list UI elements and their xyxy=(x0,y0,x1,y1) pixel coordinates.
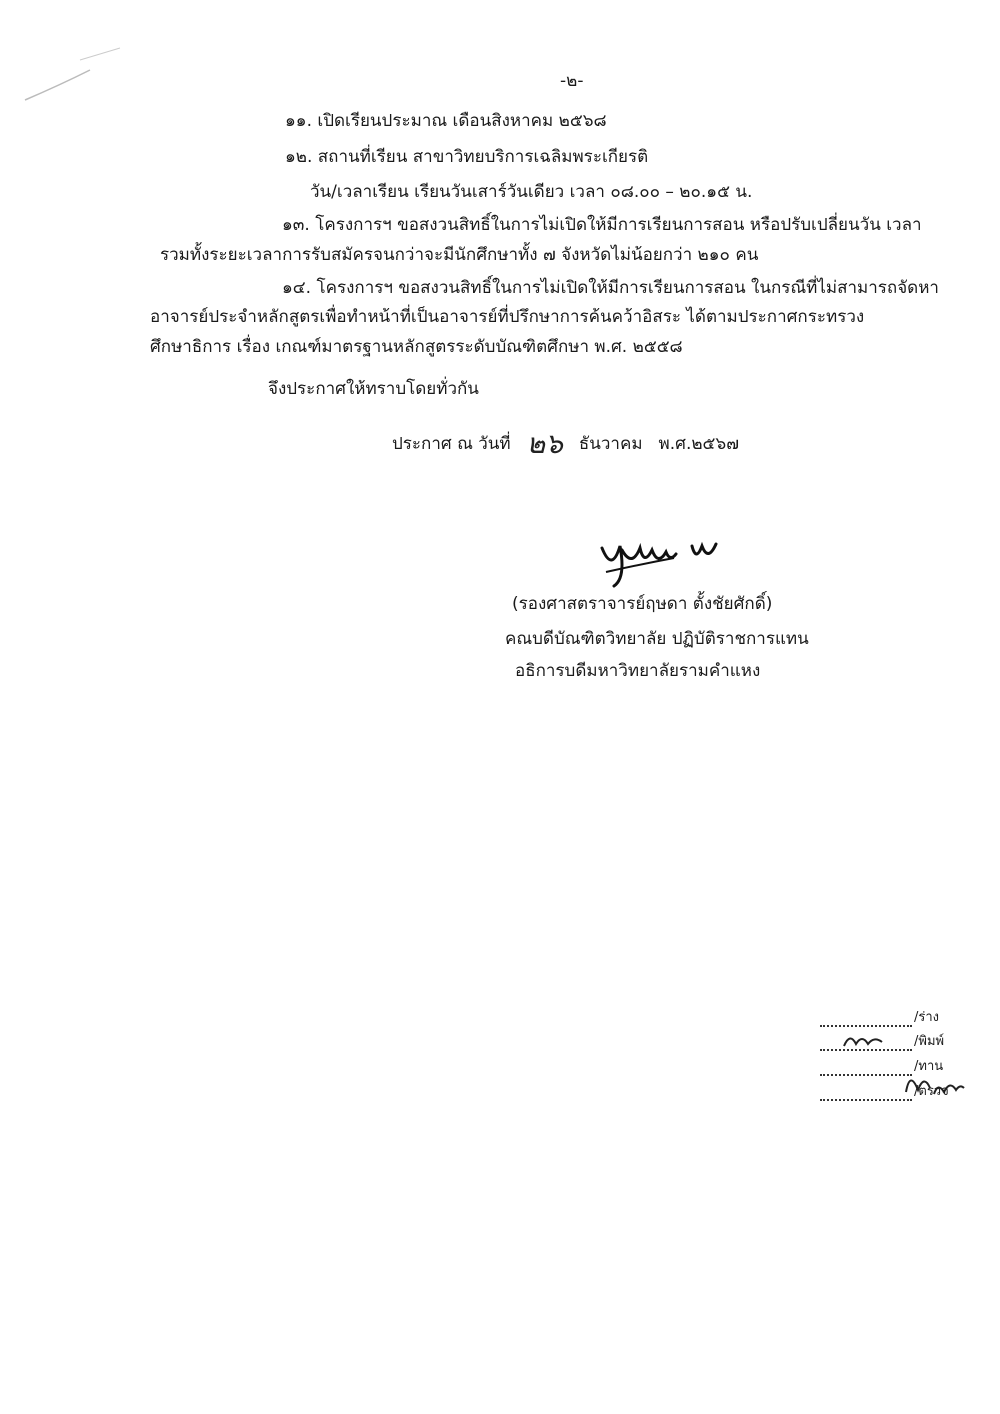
stamp-checked-row xyxy=(820,1080,949,1101)
closing-statement: จึงประกาศให้ทราบโดยทั่วกัน xyxy=(268,379,479,399)
handwritten-signature xyxy=(592,528,732,588)
stamp-draft-label: /ร่าง xyxy=(914,1010,940,1025)
stamp-typed-label: /พิมพ์ xyxy=(914,1034,945,1049)
stamp-reviewed-label: /ทาน xyxy=(914,1059,944,1074)
stamp-checked-label: /ตรวจ xyxy=(914,1084,949,1099)
signer-title-line2: อธิการบดีมหาวิทยาลัยรามคำแหง xyxy=(515,661,761,681)
stamp-reviewed-row xyxy=(820,1055,943,1076)
item-14-line3: ศึกษาธิการ เรื่อง เกณฑ์มาตรฐานหลักสูตรระดับบัณฑิตศึกษา พ.ศ. ๒๕๕๘ xyxy=(150,337,683,357)
item-12-schedule: วัน/เวลาเรียน เรียนวันเสาร์วันเดียว เวลา ๐๘.๐๐ – ๒๐.๑๕ น. xyxy=(310,182,753,202)
signer-title-line1: คณบดีบัณฑิตวิทยาลัย ปฏิบัติราชการแทน xyxy=(505,629,809,649)
date-year: พ.ศ.๒๕๖๗ xyxy=(658,434,739,454)
item-13-line2: รวมทั้งระยะเวลาการรับสมัครจนกว่าจะมีนักศึกษาทั้ง ๗ จังหวัดไม่น้อยกว่า ๒๑๐ คน xyxy=(160,245,759,265)
stamp-draft-row xyxy=(820,1006,939,1027)
stamp-dots xyxy=(820,1089,912,1101)
item-14-line1: ๑๔. โครงการฯ ขอสงวนสิทธิ์ในการไม่เปิดให้มีการเรียนการสอน ในกรณีที่ไม่สามารถจัดหา xyxy=(282,278,939,298)
date-day: ๒๖ xyxy=(526,427,563,460)
date-prefix: ประกาศ ณ วันที่ xyxy=(392,434,511,454)
item-12: ๑๒. สถานที่เรียน สาขาวิทยบริการเฉลิมพระเกียรติ xyxy=(285,147,649,167)
scan-artifact-mark xyxy=(20,40,140,110)
item-11: ๑๑. เปิดเรียนประมาณ เดือนสิงหาคม ๒๕๖๘ xyxy=(285,111,607,131)
announcement-date xyxy=(392,427,739,460)
item-13-line1: ๑๓. โครงการฯ ขอสงวนสิทธิ์ในการไม่เปิดให้มีการเรียนการสอน หรือปรับเปลี่ยนวัน เวลา xyxy=(282,215,922,235)
date-month: ธันวาคม xyxy=(578,434,643,454)
typist-initials xyxy=(838,1026,898,1052)
signer-name: (รองศาสตราจารย์ฤษดา ตั้งชัยศักดิ์) xyxy=(512,594,773,614)
item-14-line2: อาจารย์ประจำหลักสูตรเพื่อทำหน้าที่เป็นอาจารย์ที่ปรึกษาการค้นคว้าอิสระ ได้ตามประกาศกระทรวง xyxy=(150,307,865,327)
page-number: -๒- xyxy=(560,71,584,91)
stamp-dots xyxy=(820,1064,912,1076)
